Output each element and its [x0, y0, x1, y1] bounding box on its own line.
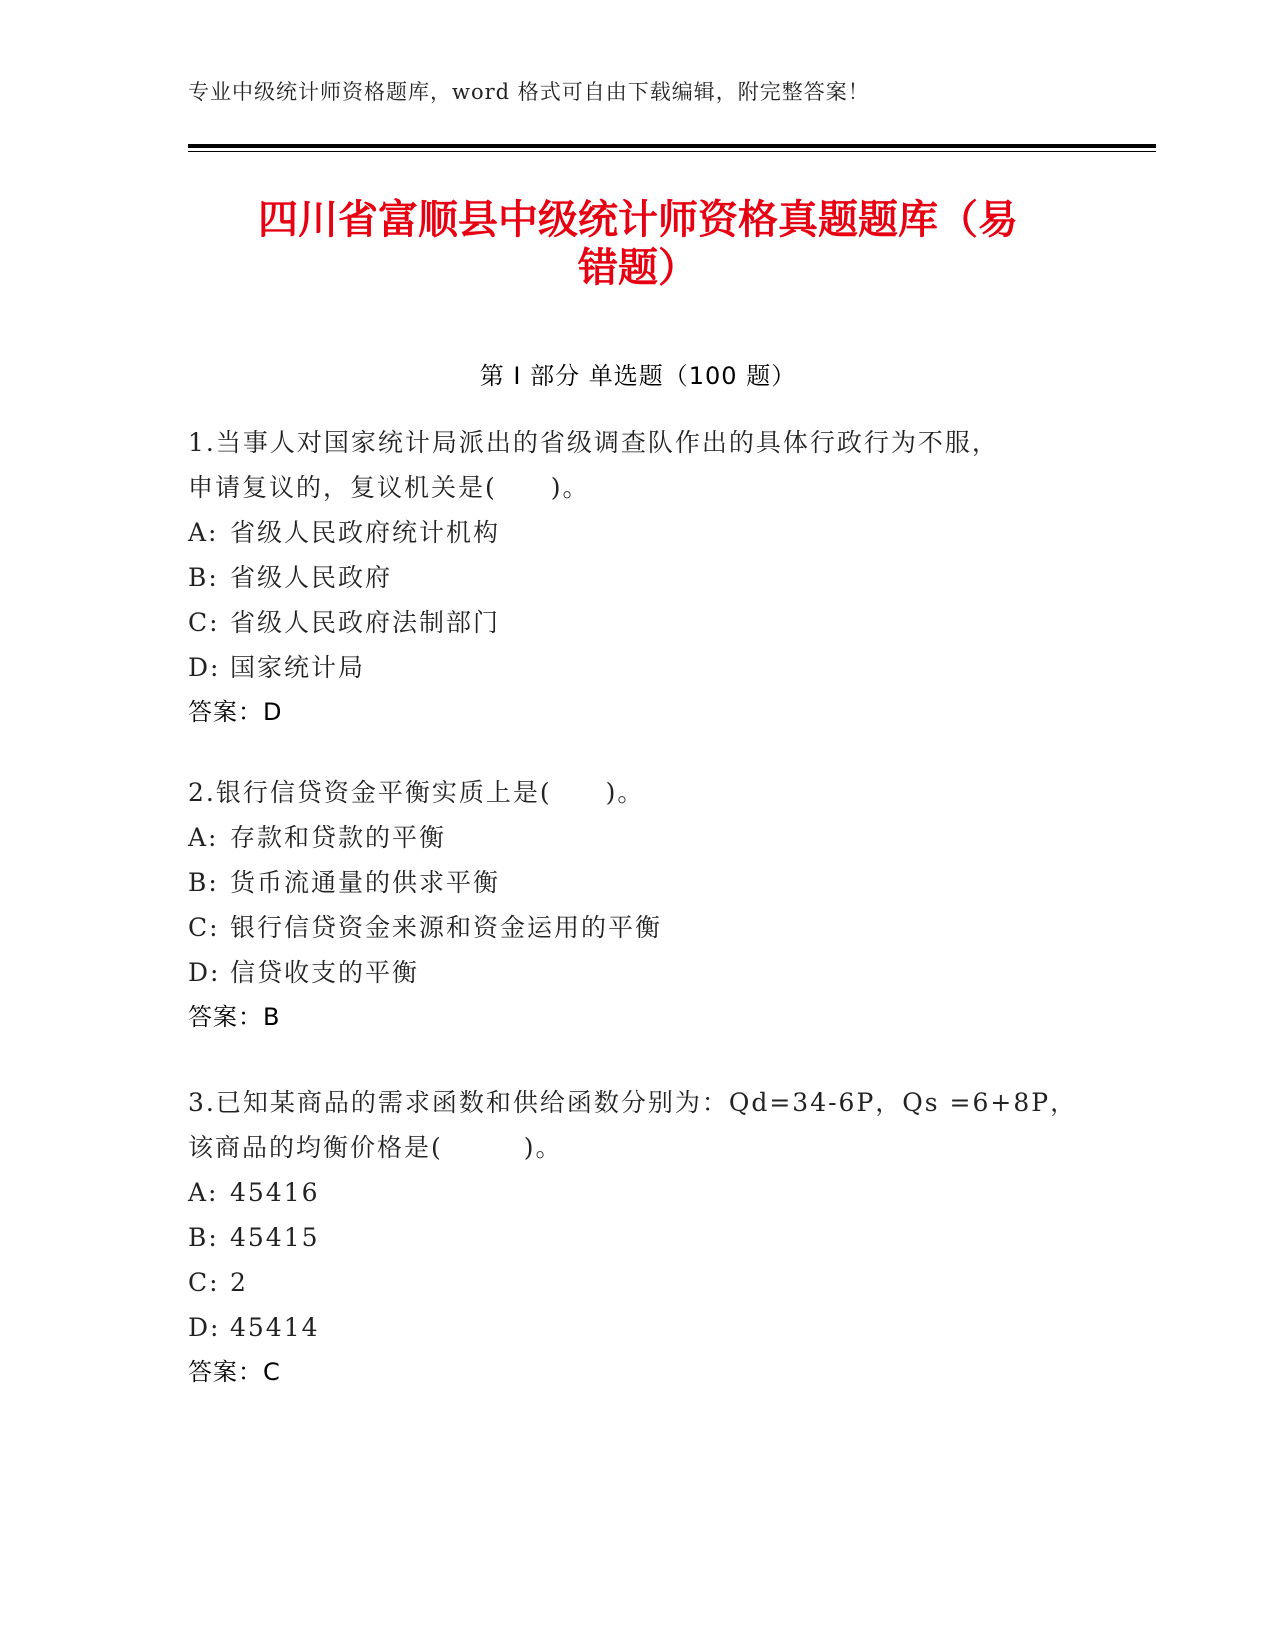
option-letter: C:: [188, 608, 220, 637]
option-letter: B:: [188, 563, 219, 592]
option-letter: A:: [188, 518, 219, 547]
header-rule-thin: [188, 151, 1156, 152]
option-d: [188, 950, 1088, 995]
answer-label: 答案：: [188, 1003, 263, 1031]
option-letter: D:: [188, 653, 221, 682]
question-stem-line: 2.银行信贷资金平衡实质上是( )。: [188, 778, 645, 807]
question-2: [188, 770, 1088, 1040]
option-a: [188, 1170, 1088, 1215]
option-text: 省级人民政府统计机构: [230, 518, 501, 547]
option-text: 国家统计局: [230, 653, 366, 682]
option-c: [188, 905, 1088, 950]
document-title-line-2: 错题）: [578, 245, 698, 291]
answer-value: B: [263, 1003, 281, 1031]
option-text: 存款和贷款的平衡: [230, 823, 447, 852]
option-c: [188, 600, 1088, 645]
option-letter: C:: [188, 913, 220, 942]
option-text: 45416: [230, 1178, 320, 1207]
option-text: 省级人民政府: [230, 563, 393, 592]
option-letter: A:: [188, 823, 219, 852]
section-title: 第 I 部分 单选题（100 题）: [479, 362, 797, 390]
option-letter: B:: [188, 868, 219, 897]
option-d: [188, 645, 1088, 690]
question-stem-line: 该商品的均衡价格是( )。: [188, 1133, 563, 1162]
option-b: [188, 1215, 1088, 1260]
option-b: [188, 555, 1088, 600]
question-stem-line: 1.当事人对国家统计局派出的省级调查队作出的具体行政行为不服，: [188, 428, 999, 457]
question-stem-line: 申请复议的，复议机关是( )。: [188, 473, 590, 502]
option-a: [188, 510, 1088, 555]
answer-value: D: [263, 698, 283, 726]
option-text: 信贷收支的平衡: [230, 958, 420, 987]
option-text: 45415: [230, 1223, 320, 1252]
answer-line: [188, 1350, 1088, 1395]
answer-value: C: [263, 1358, 281, 1386]
option-text: 2: [230, 1268, 248, 1297]
option-text: 45414: [230, 1313, 320, 1342]
option-letter: B:: [188, 1223, 219, 1252]
option-d: [188, 1305, 1088, 1350]
option-letter: D:: [188, 1313, 221, 1342]
question-stem-line: 3.已知某商品的需求函数和供给函数分别为：Qd=34-6P，Qs =6+8P，: [188, 1088, 1078, 1117]
header-rule-thick: [188, 144, 1156, 148]
answer-line: [188, 690, 1088, 735]
option-letter: C:: [188, 1268, 220, 1297]
question-1: [188, 420, 1088, 735]
option-text: 货币流通量的供求平衡: [230, 868, 501, 897]
option-text: 省级人民政府法制部门: [230, 608, 501, 637]
question-3: [188, 1080, 1088, 1395]
option-letter: A:: [188, 1178, 219, 1207]
option-text: 银行信贷资金来源和资金运用的平衡: [230, 913, 663, 942]
option-c: [188, 1260, 1088, 1305]
header-note: 专业中级统计师资格题库，word 格式可自由下载编辑，附完整答案！: [188, 80, 870, 104]
answer-label: 答案：: [188, 1358, 263, 1386]
option-b: [188, 860, 1088, 905]
option-letter: D:: [188, 958, 221, 987]
option-a: [188, 815, 1088, 860]
document-title: [188, 196, 1088, 292]
document-title-line-1: 四川省富顺县中级统计师资格真题题库（易: [258, 197, 1018, 243]
answer-line: [188, 995, 1088, 1040]
answer-label: 答案：: [188, 698, 263, 726]
